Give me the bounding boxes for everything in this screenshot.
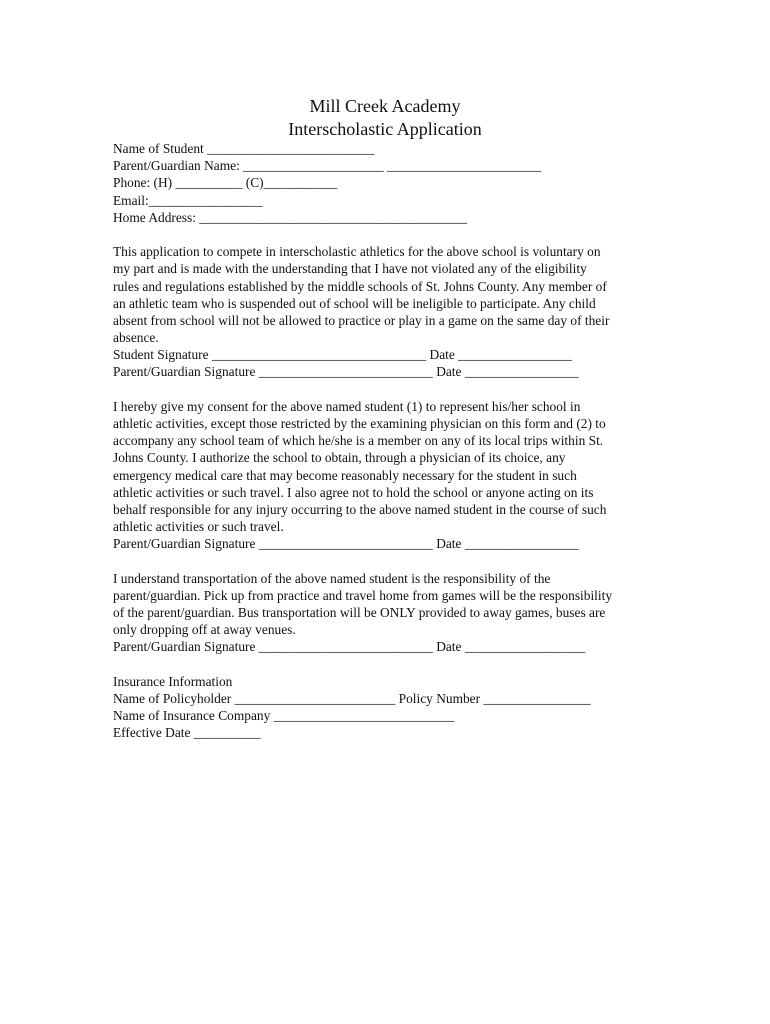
- consent-text-line: athletic activities or such travel.: [113, 519, 284, 535]
- section-gap: [113, 381, 673, 398]
- document-title: Interscholastic Application: [288, 119, 482, 139]
- consent-text-line: behalf responsible for any injury occurring to the above named student in the course of such: [113, 501, 607, 517]
- consent-text-line: accompany any school team of which he/she is a member on any of its local trips within St.: [113, 433, 604, 449]
- document-header: [0, 95, 770, 141]
- consent-text-line: athletic activities or such travel. I also agree not to hold the school or anyone acting on its: [113, 484, 594, 500]
- consent-parent-signature-field[interactable]: Parent/Guardian Signature __________________________ Date _________________: [113, 536, 579, 552]
- eligibility-section: [113, 243, 673, 381]
- section-gap: [113, 656, 673, 673]
- effective-date-field[interactable]: Effective Date __________: [113, 725, 261, 741]
- transportation-text-line: parent/guardian. Pick up from practice and travel home from games will be the responsibility: [113, 587, 613, 603]
- parent-name-field[interactable]: Parent/Guardian Name: _____________________ _______________________: [113, 158, 542, 174]
- consent-text-line: athletic activities, except those restricted by the examining physician on this form and (2) to: [113, 416, 606, 431]
- transportation-text-line: of the parent/guardian. Bus transportation will be ONLY provided to away games, buses are: [113, 605, 606, 621]
- student-name-field[interactable]: Name of Student _________________________: [113, 141, 375, 156]
- section-gap: [113, 553, 673, 570]
- form-body: [113, 140, 673, 742]
- email-field[interactable]: Email:_________________: [113, 192, 263, 208]
- eligibility-text-line: absence.: [113, 330, 159, 346]
- insurance-section: [113, 673, 673, 742]
- eligibility-text-line: an athletic team who is suspended out of school will be ineligible to participate. Any child: [113, 295, 596, 311]
- transportation-text-line: only dropping off at away venues.: [113, 622, 296, 638]
- home-address-field[interactable]: Home Address: ________________________________________: [113, 209, 468, 225]
- transportation-text-line: I understand transportation of the above named student is the responsibility of the: [113, 570, 551, 586]
- school-name: Mill Creek Academy: [309, 96, 461, 116]
- insurance-heading: Insurance Information: [113, 673, 233, 689]
- transportation-parent-signature-field[interactable]: Parent/Guardian Signature __________________________ Date __________________: [113, 639, 586, 655]
- parent-signature-field[interactable]: Parent/Guardian Signature __________________________ Date _________________: [113, 364, 579, 380]
- student-info-section: [113, 140, 673, 226]
- transportation-section: [113, 570, 673, 656]
- eligibility-text-line: absent from school will not be allowed to practice or play in a game on the same day of their: [113, 312, 610, 328]
- student-signature-field[interactable]: Student Signature ________________________________ Date _________________: [113, 347, 572, 363]
- insurance-company-field[interactable]: Name of Insurance Company ___________________________: [113, 708, 455, 724]
- eligibility-text-line: This application to compete in interscholastic athletics for the above school is voluntary on: [113, 244, 601, 260]
- consent-text-line: Johns County. I authorize the school to obtain, through a physician of its choice, any: [113, 450, 566, 466]
- eligibility-text-line: rules and regulations established by the middle schools of St. Johns County. Any member of: [113, 278, 607, 294]
- eligibility-text-line: my part and is made with the understanding that I have not violated any of the eligibility: [113, 261, 587, 277]
- section-gap: [113, 226, 673, 243]
- consent-text-line: I hereby give my consent for the above named student (1) to represent his/her school in: [113, 398, 581, 414]
- consent-text-line: emergency medical care that may become reasonably necessary for the student in such: [113, 467, 577, 483]
- phone-field[interactable]: Phone: (H) __________ (C)___________: [113, 175, 338, 191]
- policyholder-field[interactable]: Name of Policyholder ________________________ Policy Number ________________: [113, 691, 591, 706]
- consent-section: [113, 398, 673, 553]
